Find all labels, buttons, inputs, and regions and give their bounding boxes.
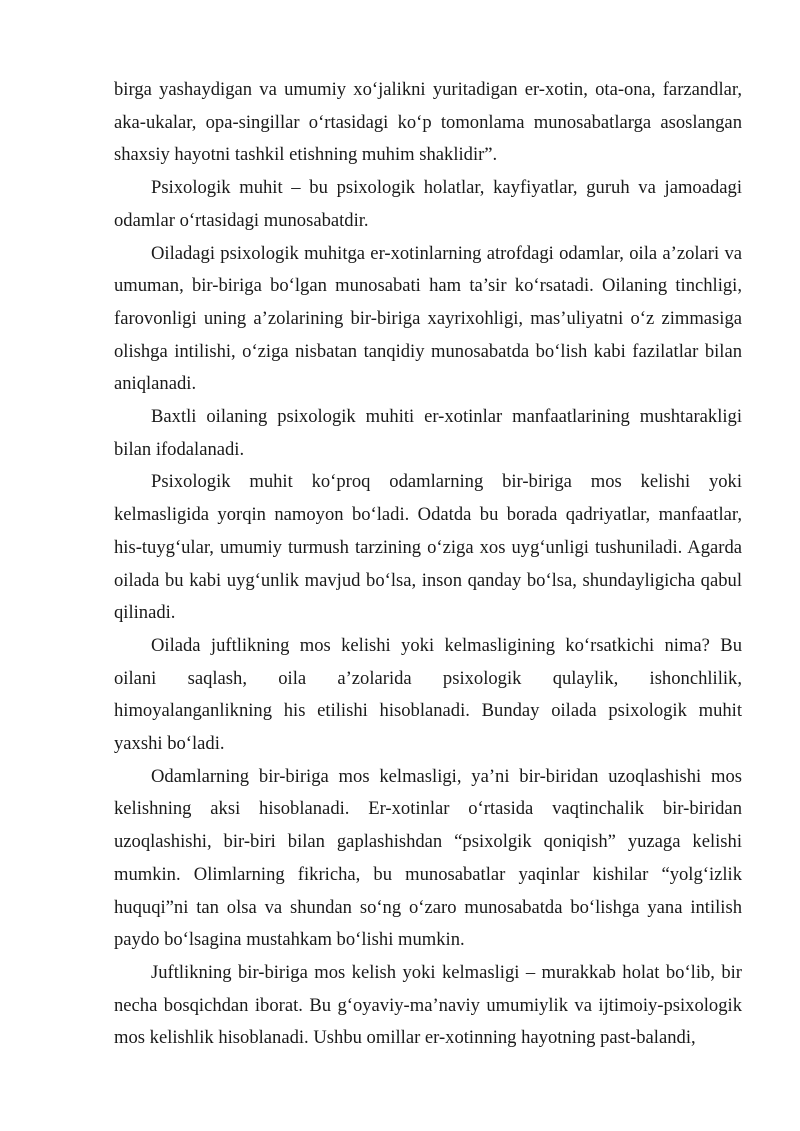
paragraph-compatibility-indicator: Oilada juftlikning mos kelishi yoki kelmasligining ko‘rsatkichi nima? Bu oilani saqlash, oila a’zolarida psixologik qulaylik, ishonchlilik, himoyalanganlikning his etilishi hisoblanadi. Bunday oilada psixologik muhit yaxshi bo‘ladi. [114, 634, 742, 755]
paragraph-couple-compatibility-stages: Juftlikning bir-biriga mos kelish yoki kelmasligi – murakkab holat bo‘lib, bir necha bosqichdan iborat. Bu g‘oyaviy-ma’naviy umumiylik va ijtimoiy-psixologik mos kelishlik hisoblanadi. Ushbu omillar er-xotinning hayotning past-balandi, [114, 961, 742, 1049]
paragraph-psychological-climate-definition: Psixologik muhit – bu psixologik holatlar, kayfiyatlar, guruh va jamoadagi odamlar o‘rtasidagi munosabatdir. [114, 177, 742, 231]
paragraph-family-climate-influences: Oiladagi psixologik muhitga er-xotinlarning atrofdagi odamlar, oila a’zolari va umuman, bir-biriga bo‘lgan munosabati ham ta’sir ko‘rsatadi. Oilaning tinchligi, farovonligi uning a’zolarining bir-biriga xayrixohligi, mas’uliyatni o‘z zimmasiga olishga intilishi, o‘ziga nisbatan tanqidiy munosabatda bo‘lish kabi fazilatlar bilan aniqlanadi. [114, 242, 742, 395]
paragraph-continuation: birga yashaydigan va umumiy xo‘jalikni yuritadigan er-xotin, ota-ona, farzandlar, aka-ukalar, opa-singillar o‘rtasidagi ko‘p tomonlama munosabatlarga asoslangan shaxsiy hayotni tashkil etishning muhim shaklidir”. [114, 79, 742, 166]
paragraph-incompatibility: Odamlarning bir-biriga mos kelmasligi, ya’ni bir-biridan uzoqlashishi mos kelishning aksi hisoblanadi. Er-xotinlar o‘rtasida vaqtinchalik bir-biridan uzoqlashishi, bir-biri bilan gaplashishdan “psixolgik qoniqish” yuzaga kelishi mumkin. Olimlarning fikricha, bu munosabatlar yaqinlar kishilar “yolg‘izlik huquqi”ni tan olsa va shundan so‘ng o‘zaro munosabatda bo‘lishga yana intilish paydo bo‘lsagina mustahkam bo‘lishi mumkin. [114, 765, 742, 951]
paragraph-happy-family-climate: Baxtli oilaning psixologik muhiti er-xotinlar manfaatlarining mushtarakligi bilan ifodalanadi. [114, 406, 742, 460]
paragraph-compatibility: Psixologik muhit ko‘proq odamlarning bir-biriga mos kelishi yoki kelmasligida yorqin namoyon bo‘ladi. Odatda bu borada qadriyatlar, manfaatlar, his-tuyg‘ular, umumiy turmush tarzining o‘ziga xos uyg‘unligi tushuniladi. Agarda oilada bu kabi uyg‘unlik mavjud bo‘lsa, inson qanday bo‘lsa, shundayligicha qabul qilinadi. [114, 471, 742, 624]
document-body [114, 74, 742, 1055]
